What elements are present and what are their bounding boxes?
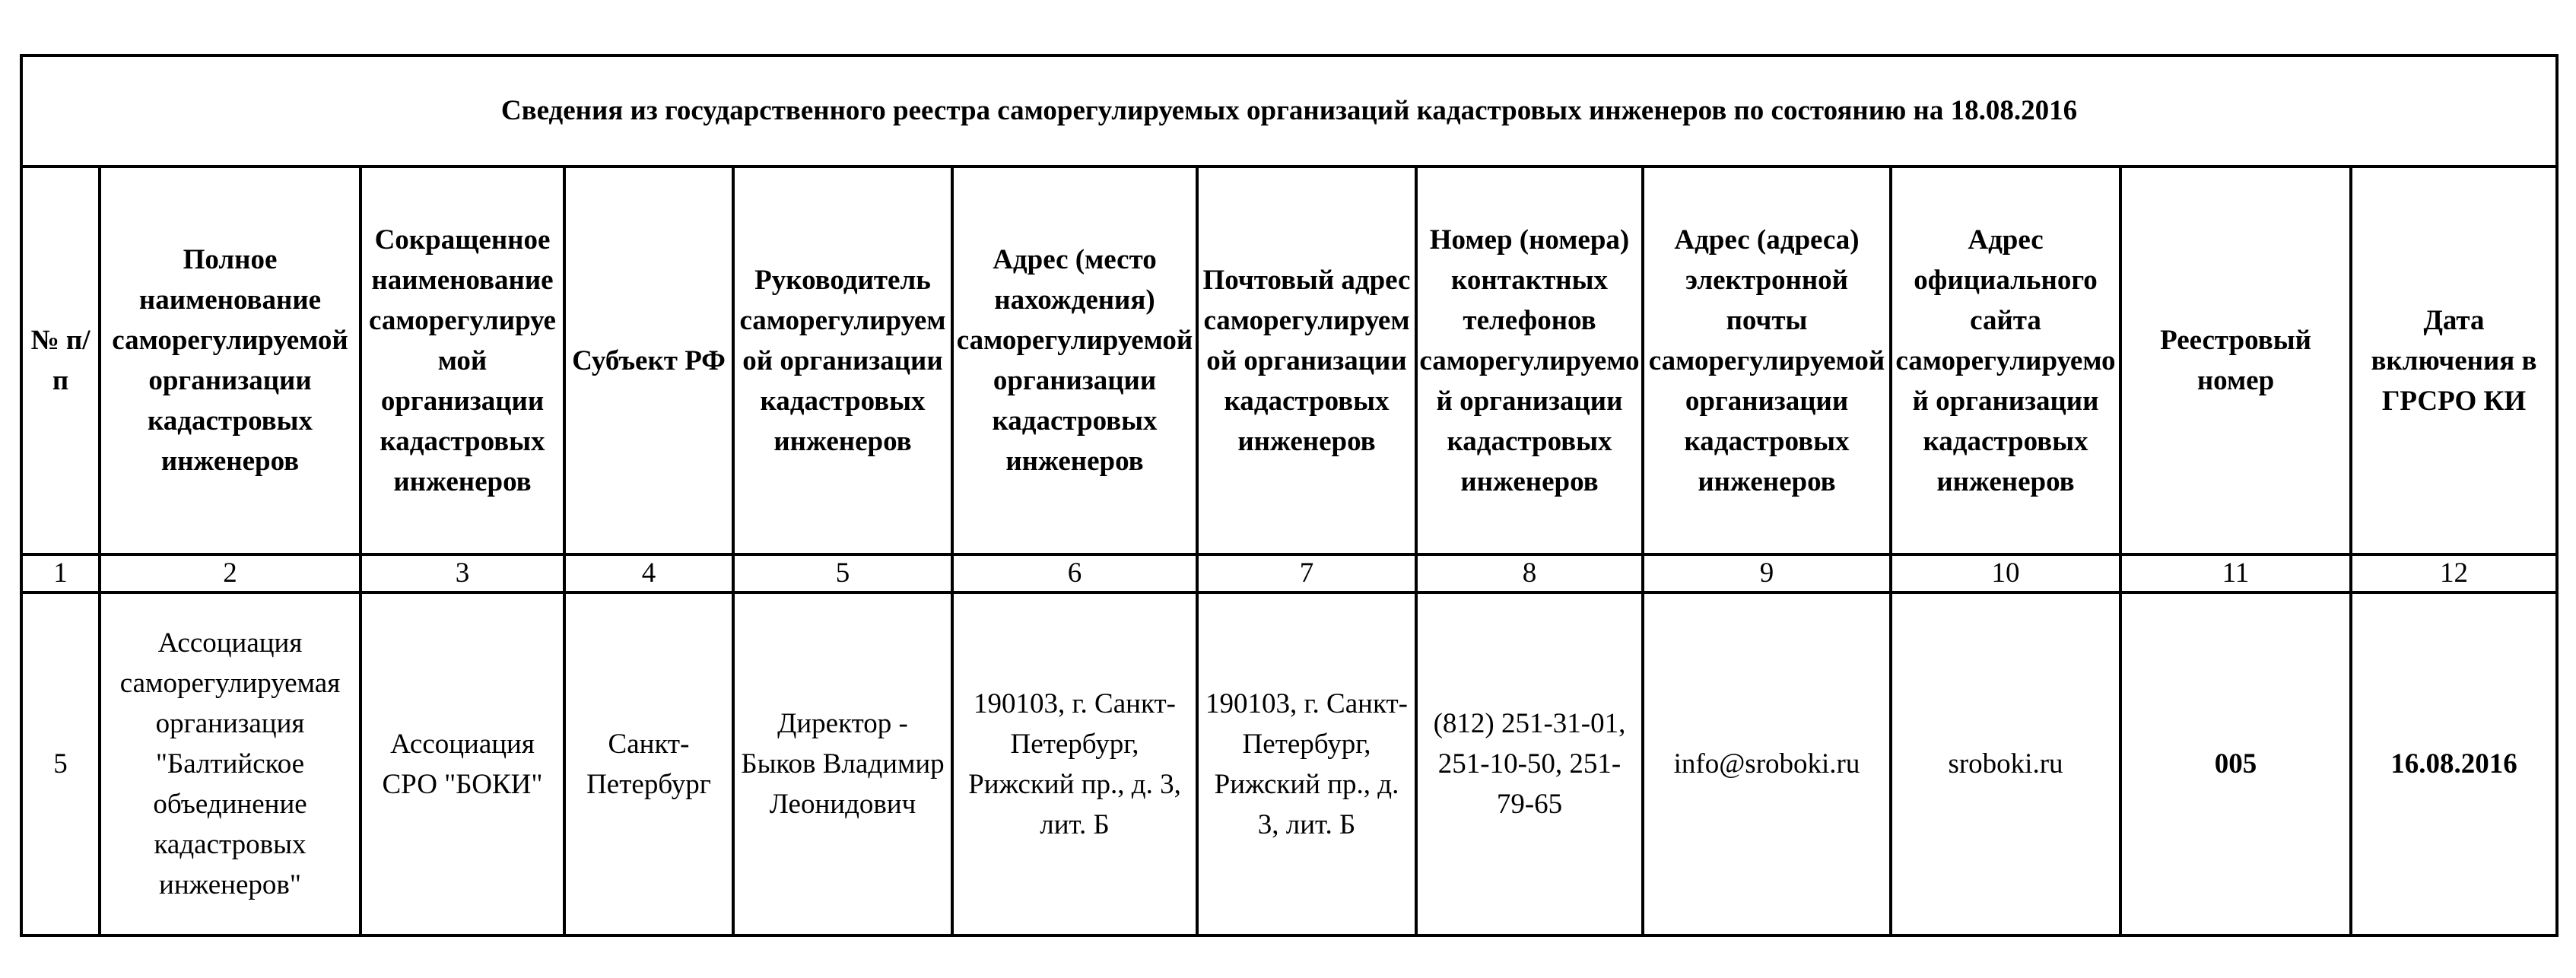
column-number: 1 <box>21 554 100 592</box>
column-number: 6 <box>952 554 1197 592</box>
header-inclusion-date: Дата включения в ГРСРО КИ <box>2351 167 2557 554</box>
column-number: 3 <box>361 554 564 592</box>
header-website: Адрес официального сайта саморегулируемой организации кадастровых инженеров <box>1891 167 2120 554</box>
table-row <box>21 592 2557 935</box>
header-full-name: Полное наименование саморегулируемой организации кадастровых инженеров <box>100 167 361 554</box>
row-short-name: Ассоциация СРО "БОКИ" <box>361 592 564 935</box>
row-postal-address: 190103, г. Санкт-Петербург, Рижский пр., д. 3, лит. Б <box>1197 592 1416 935</box>
row-website: sroboki.ru <box>1891 592 2120 935</box>
document-title: Сведения из государственного реестра саморегулируемых организаций кадастровых инженеров по состоянию на 18.08.2016 <box>21 56 2557 167</box>
column-number: 4 <box>564 554 733 592</box>
header-head: Руководитель саморегулируемой организации кадастровых инженеров <box>733 167 952 554</box>
header-row <box>21 167 2557 554</box>
column-number: 5 <box>733 554 952 592</box>
header-short-name: Сокращенное наименование саморегулируемой организации кадастровых инженеров <box>361 167 564 554</box>
header-subject: Субъект РФ <box>564 167 733 554</box>
row-phones: (812) 251-31-01, 251-10-50, 251-79-65 <box>1416 592 1643 935</box>
column-number: 10 <box>1891 554 2120 592</box>
row-head: Директор - Быков Владимир Леонидович <box>733 592 952 935</box>
column-number: 12 <box>2351 554 2557 592</box>
row-subject: Санкт-Петербург <box>564 592 733 935</box>
header-postal-address: Почтовый адрес саморегулируемой организации кадастровых инженеров <box>1197 167 1416 554</box>
header-address: Адрес (место нахождения) саморегулируемой организации кадастровых инженеров <box>952 167 1197 554</box>
header-number: № п/п <box>21 167 100 554</box>
column-number: 7 <box>1197 554 1416 592</box>
registry-table <box>20 54 2559 937</box>
header-email: Адрес (адреса) электронной почты саморегулируемой организации кадастровых инженеров <box>1643 167 1891 554</box>
row-address: 190103, г. Санкт-Петербург, Рижский пр., д. 3, лит. Б <box>952 592 1197 935</box>
column-number: 11 <box>2120 554 2351 592</box>
row-full-name: Ассоциация саморегулируемая организация "Балтийское объединение кадастровых инженеров" <box>100 592 361 935</box>
column-number: 9 <box>1643 554 1891 592</box>
column-number: 2 <box>100 554 361 592</box>
title-row <box>21 56 2557 167</box>
row-inclusion-date: 16.08.2016 <box>2351 592 2557 935</box>
column-number: 8 <box>1416 554 1643 592</box>
row-number: 5 <box>21 592 100 935</box>
row-email: info@sroboki.ru <box>1643 592 1891 935</box>
row-registry-number: 005 <box>2120 592 2351 935</box>
column-number-row <box>21 554 2557 592</box>
header-phones: Номер (номера) контактных телефонов саморегулируемой организации кадастровых инженеров <box>1416 167 1643 554</box>
header-registry-number: Реестровый номер <box>2120 167 2351 554</box>
